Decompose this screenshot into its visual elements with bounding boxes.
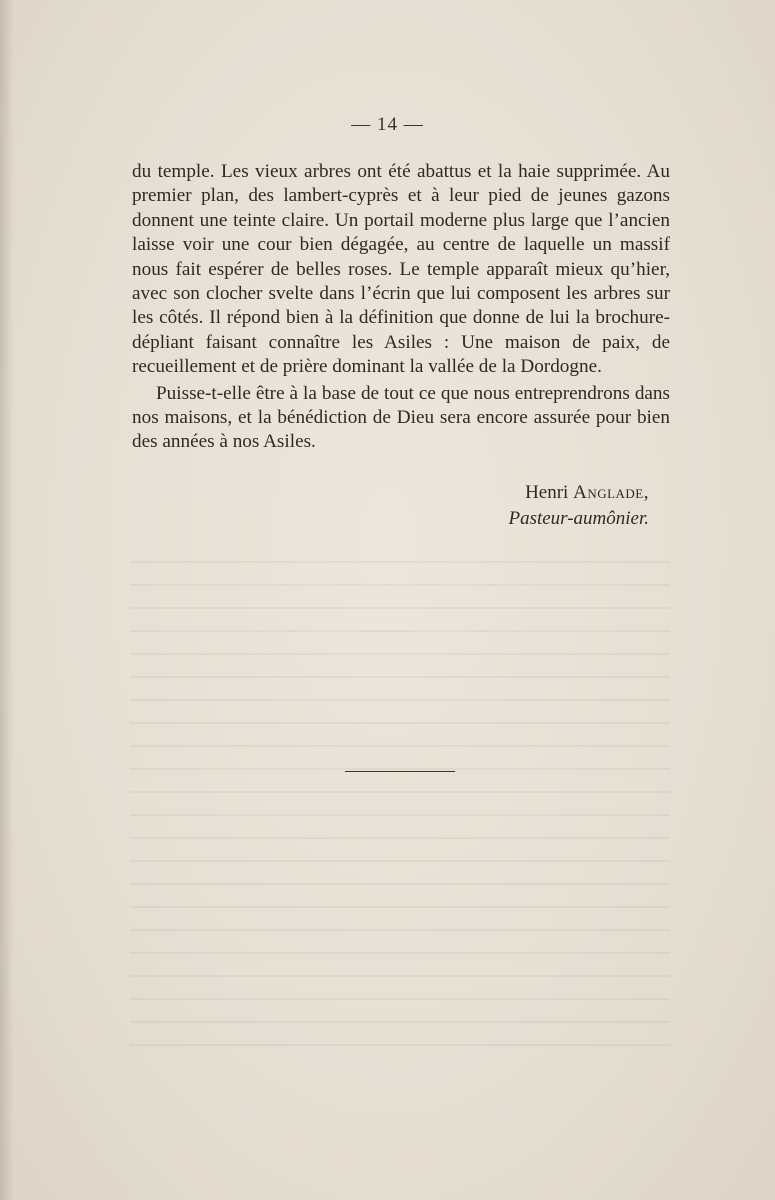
signature-first-name: Henri bbox=[525, 482, 569, 503]
body-text bbox=[132, 160, 670, 455]
bleed-through-text bbox=[130, 545, 670, 1065]
page-edge-shadow bbox=[0, 0, 14, 1200]
signature-name bbox=[508, 480, 649, 506]
page-number: — 14 — bbox=[351, 114, 424, 135]
paragraph: Puisse-t-elle être à la base de tout ce que nous entreprendrons dans nos maisons, et la bénédiction de Dieu sera encore assurée pour bien des années à nos Asiles. bbox=[132, 382, 670, 453]
paragraph: du temple. Les vieux arbres ont été abattus et la haie supprimée. Au premier plan, des lambert-cyprès et à leur pied de jeunes gazons donnent une teinte claire. Un portail moderne plus large que l’ancien laisse voir une cour bien dégagée, au centre de laquelle un massif nous fait espérer de belles roses. Le temple apparaît mieux qu’hier, avec son clocher svelte dans l’écrin que lui composent les arbres sur les côtés. Il répond bien à la définition que donne de lui la brochure-dépliant faisant connaître les Asiles : Une maison de paix, de recueillement et de prière dominant la vallée de la Dordogne. bbox=[132, 161, 670, 378]
signature-title: Pasteur-aumônier. bbox=[508, 508, 649, 529]
signature-block bbox=[508, 480, 649, 532]
section-divider bbox=[345, 771, 455, 772]
signature-last-name: Anglade, bbox=[573, 482, 649, 503]
